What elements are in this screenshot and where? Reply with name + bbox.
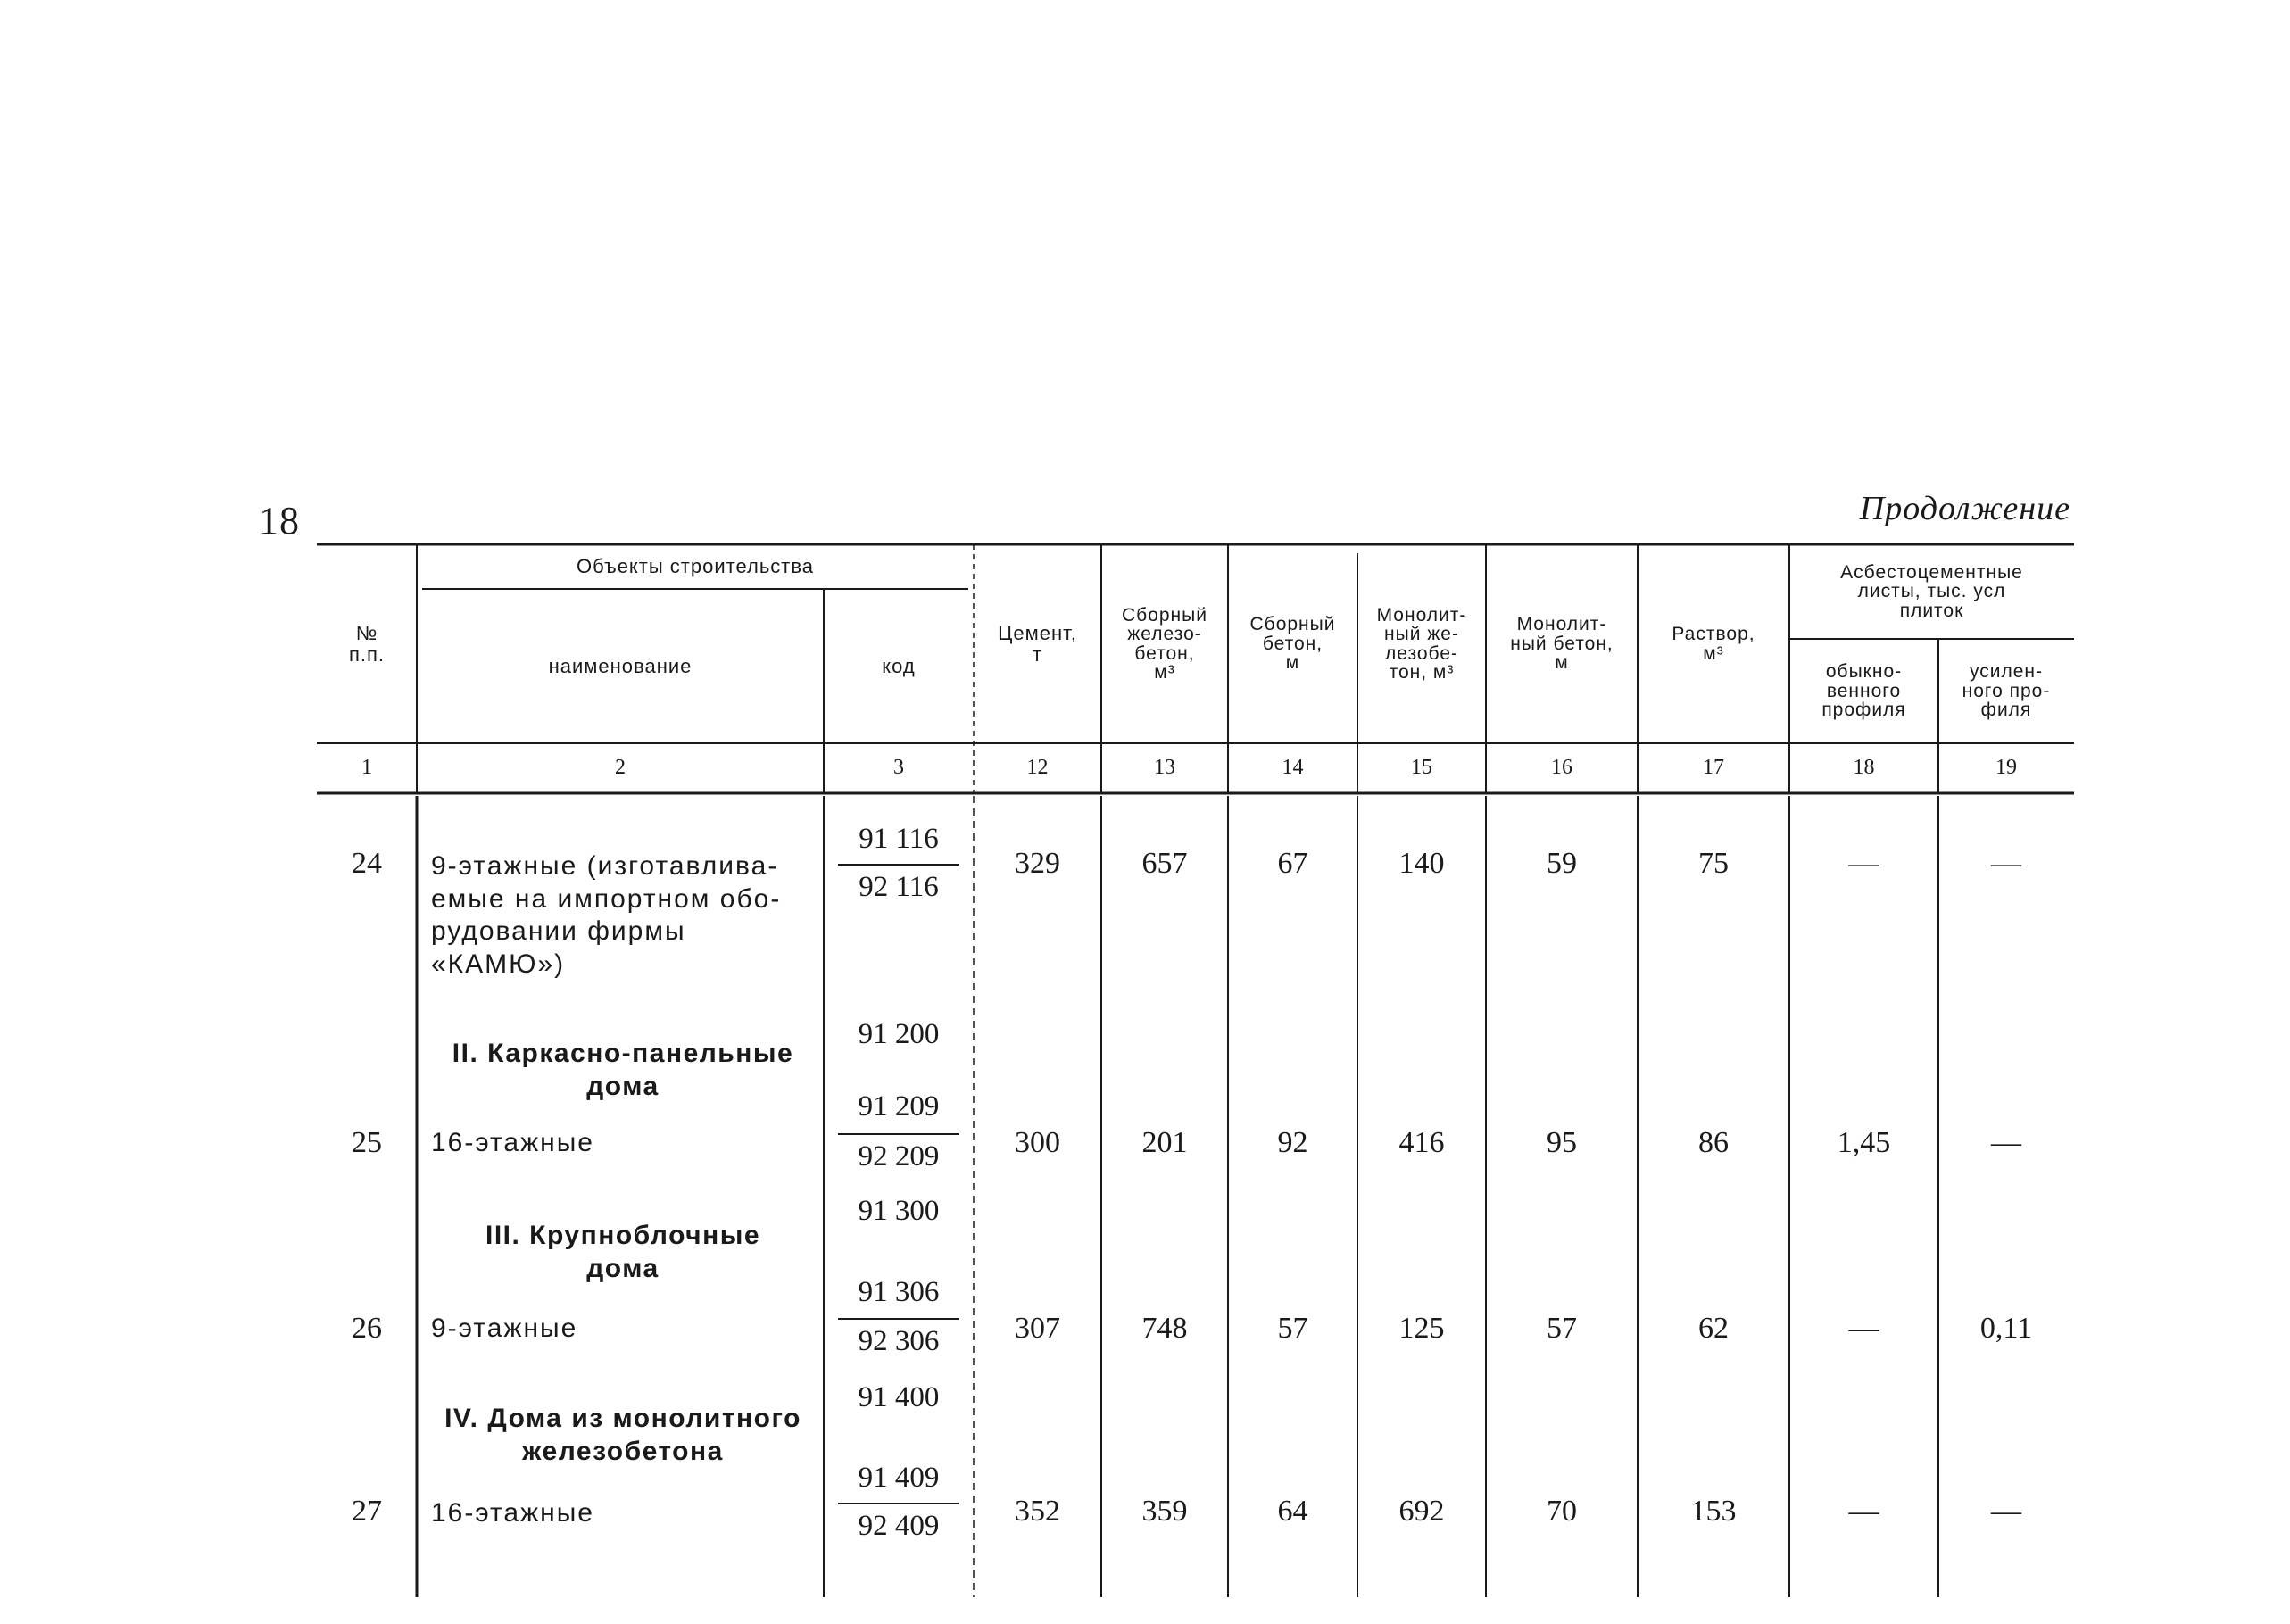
column-number: 18 (1853, 756, 1875, 780)
header-precast-concrete: Сборный бетон, м (1249, 614, 1336, 674)
value-monolithic-reinforced-concrete: 416 (1398, 1126, 1445, 1160)
value-cement: 307 (1015, 1312, 1060, 1346)
row-number: 24 (352, 847, 382, 881)
code-top: 91 409 (858, 1462, 940, 1494)
header-name: наименование (548, 654, 693, 677)
value-cement: 352 (1015, 1495, 1060, 1529)
column-number: 2 (615, 756, 626, 780)
code-fraction-line (838, 1133, 959, 1135)
value-ordinary-profile: — (1848, 1495, 1879, 1529)
value-cement: 300 (1015, 1126, 1060, 1160)
column-number: 19 (1995, 756, 2017, 780)
value-precast-concrete: 92 (1277, 1126, 1308, 1160)
code-top: 91 306 (858, 1276, 940, 1308)
value-mortar: 86 (1698, 1126, 1729, 1160)
section-code: 91 300 (858, 1195, 940, 1227)
code-bottom: 92 116 (859, 871, 939, 903)
section-title: III. Крупноблочные дома (485, 1221, 761, 1283)
value-monolithic-concrete: 95 (1547, 1126, 1577, 1160)
code-fraction-line (838, 864, 959, 866)
value-monolithic-concrete: 57 (1547, 1312, 1577, 1346)
code-fraction-line (838, 1318, 959, 1320)
row-name: 16-этажные (431, 1128, 594, 1157)
header-reinforced-profile: усилен- ного про- филя (1962, 661, 2051, 721)
header-monolithic-reinforced-concrete: Монолит- ный же- лезобе- тон, м³ (1376, 604, 1467, 683)
code-top: 91 209 (858, 1090, 940, 1123)
value-precast-reinforced-concrete: 201 (1141, 1126, 1188, 1160)
value-precast-concrete: 64 (1277, 1495, 1308, 1529)
header-number: № п.п. (348, 622, 386, 666)
value-cement: 329 (1015, 847, 1060, 881)
row-number: 27 (352, 1495, 382, 1529)
column-number: 17 (1703, 756, 1724, 780)
code-fraction-line (838, 1503, 959, 1504)
header-code: код (882, 654, 916, 677)
value-precast-reinforced-concrete: 657 (1141, 847, 1188, 881)
value-reinforced-profile: — (1991, 1126, 2021, 1160)
column-number: 16 (1551, 756, 1572, 780)
value-monolithic-reinforced-concrete: 140 (1398, 847, 1445, 881)
row-number: 26 (352, 1312, 382, 1346)
value-ordinary-profile: — (1848, 847, 1879, 881)
value-monolithic-reinforced-concrete: 125 (1398, 1312, 1445, 1346)
column-number: 12 (1026, 756, 1049, 780)
value-precast-concrete: 67 (1277, 847, 1308, 881)
row-name: 9-этажные (431, 1313, 578, 1343)
row-name: 9-этажные (изготавлива- емые на импортном обо- рудовании фирмы «КАМЮ») (431, 851, 782, 979)
column-number: 1 (361, 756, 372, 780)
row-name: 16-этажные (431, 1498, 594, 1528)
column-number: 15 (1411, 756, 1432, 780)
value-monolithic-concrete: 59 (1547, 847, 1577, 881)
page-number: 18 (259, 499, 300, 543)
section-code: 91 200 (858, 1018, 940, 1050)
header-mortar: Раствор, м³ (1672, 624, 1755, 664)
column-number: 13 (1154, 756, 1175, 780)
section-title: II. Каркасно-панельные дома (452, 1039, 794, 1101)
value-reinforced-profile: — (1991, 847, 2021, 881)
value-precast-concrete: 57 (1277, 1312, 1308, 1346)
header-asbestos-sheets: Асбестоцементные листы, тыс. усл плиток (1840, 561, 2023, 621)
value-ordinary-profile: 1,45 (1837, 1126, 1891, 1160)
section-title: IV. Дома из монолитного железобетона (444, 1404, 801, 1466)
code-bottom: 92 306 (858, 1325, 940, 1357)
header-ordinary-profile: обыкно- венного профиля (1821, 661, 1906, 721)
column-number: 3 (893, 756, 904, 780)
value-ordinary-profile: — (1848, 1312, 1879, 1346)
code-bottom: 92 209 (858, 1140, 940, 1172)
header-precast-reinforced-concrete: Сборный железо- бетон, м³ (1122, 604, 1207, 683)
section-code: 91 400 (858, 1381, 940, 1413)
value-mortar: 62 (1698, 1312, 1729, 1346)
row-number: 25 (352, 1126, 382, 1160)
header-monolithic-concrete: Монолит- ный бетон, м (1510, 614, 1614, 674)
value-reinforced-profile: 0,11 (1979, 1312, 2033, 1346)
header-objects: Объекты строительства (576, 555, 815, 578)
value-mortar: 75 (1698, 847, 1729, 881)
header-cement: Цемент, т (998, 622, 1077, 666)
column-number: 14 (1282, 756, 1304, 780)
code-bottom: 92 409 (858, 1510, 940, 1542)
continuation-label: Продолжение (1859, 490, 2070, 527)
value-precast-reinforced-concrete: 359 (1141, 1495, 1188, 1529)
code-top: 91 116 (859, 823, 939, 855)
value-monolithic-concrete: 70 (1547, 1495, 1577, 1529)
materials-table (317, 535, 2074, 1597)
value-precast-reinforced-concrete: 748 (1141, 1312, 1188, 1346)
value-reinforced-profile: — (1991, 1495, 2021, 1529)
value-mortar: 153 (1690, 1495, 1737, 1529)
value-monolithic-reinforced-concrete: 692 (1398, 1495, 1445, 1529)
